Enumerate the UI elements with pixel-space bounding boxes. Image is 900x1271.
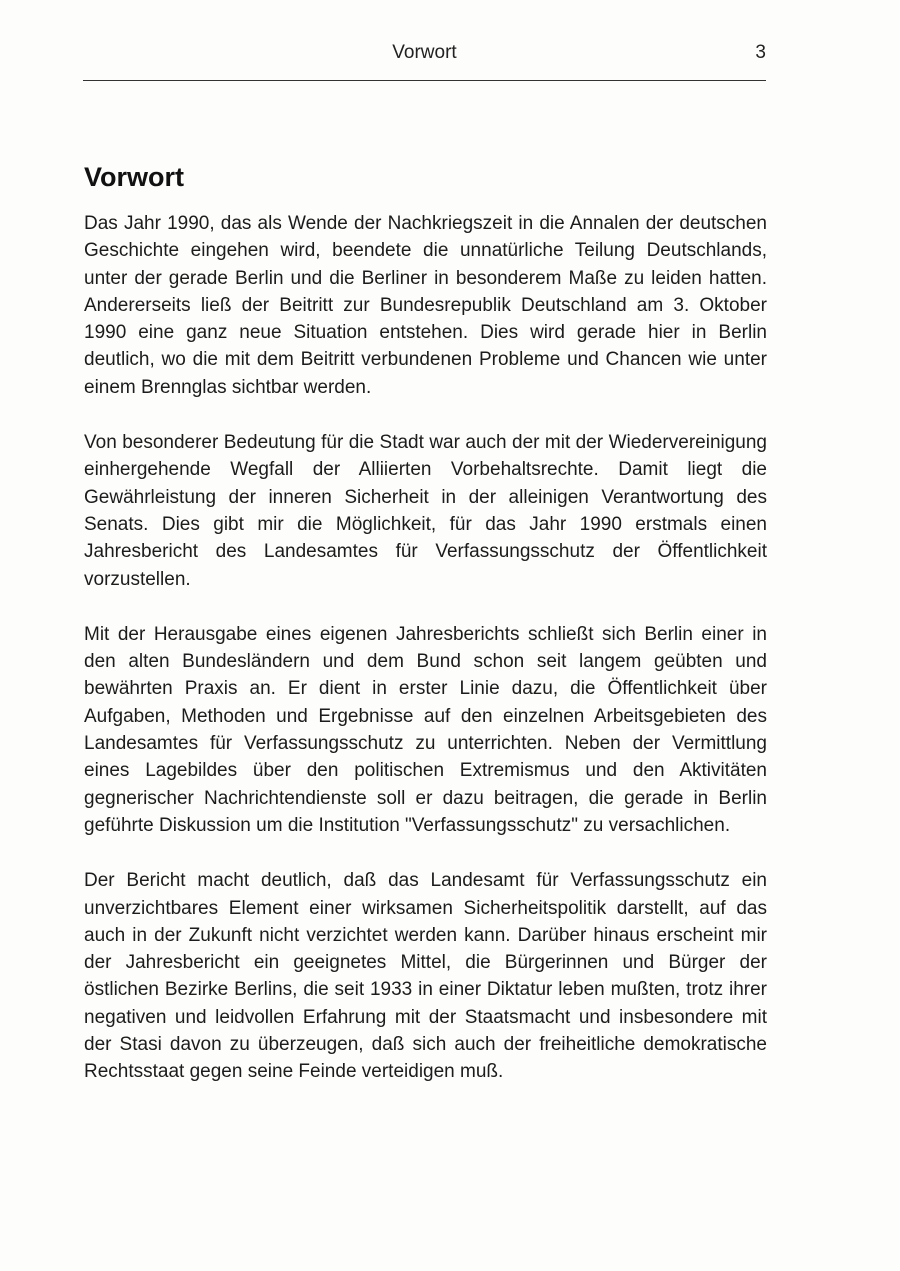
- section-heading: Vorwort: [84, 162, 184, 192]
- running-header: [83, 42, 766, 68]
- paragraph-2: Von besonderer Bedeutung für die Stadt war auch der mit der Wiedervereinigung einhergehende Wegfall der Alliierten Vorbehaltsrechte. Damit liegt die Gewährleistung der inneren Sicherheit in der alleinigen Verantwortung des Senats. Dies gibt mir die Möglichkeit, für das Jahr 1990 erstmals einen Jahresbericht des Landesamtes für Verfassungsschutz der Öffentlichkeit vorzustellen.: [84, 432, 767, 590]
- running-header-title: Vorwort: [392, 42, 457, 63]
- header-divider: [83, 80, 766, 81]
- paragraph-3: Mit der Herausgabe eines eigenen Jahresberichts schließt sich Berlin einer in den alten Bundesländern und dem Bund schon seit langem geübten und bewährten Praxis an. Er dient in erster Linie dazu, die Öffentlichkeit über Aufgaben, Methoden und Ergebnisse auf den einzelnen Arbeitsgebieten des Landesamtes für Verfassungsschutz zu unterrichten. Neben der Vermittlung eines Lagebildes über den politischen Extremismus und den Aktivitäten gegnerischer Nachrichtendienste soll er dazu beitragen, die gerade in Berlin geführte Diskussion um die Institution "Verfassungsschutz" zu versachlichen.: [84, 623, 767, 836]
- paragraph-1: Das Jahr 1990, das als Wende der Nachkriegszeit in die Annalen der deutschen Geschichte eingehen wird, beendete die unnatürliche Teilung Deutschlands, unter der gerade Berlin und die Berliner in besonderem Maße zu leiden hatten. Andererseits ließ der Beitritt zur Bundesrepublik Deutschland am 3. Oktober 1990 eine ganz neue Situation entstehen. Dies wird gerade hier in Berlin deutlich, wo die mit dem Beitritt verbundenen Probleme und Chancen wie unter einem Brennglas sichtbar werden.: [84, 213, 767, 398]
- page-number: 3: [755, 42, 766, 63]
- body-text: [84, 210, 767, 1114]
- paragraph-4: Der Bericht macht deutlich, daß das Landesamt für Verfassungsschutz ein unverzichtbares Element einer wirksamen Sicherheitspolitik darstellt, auf das auch in der Zukunft nicht verzichtet werden kann. Darüber hinaus erscheint mir der Jahresbericht ein geeignetes Mittel, die Bürgerinnen und Bürger der östlichen Bezirke Berlins, die seit 1933 in einer Diktatur leben mußten, trotz ihrer negativen und leidvollen Erfahrung mit der Staatsmacht und insbesondere mit der Stasi davon zu überzeugen, daß sich auch der freiheitliche demokratische Rechtsstaat gegen seine Feinde verteidigen muß.: [84, 870, 767, 1083]
